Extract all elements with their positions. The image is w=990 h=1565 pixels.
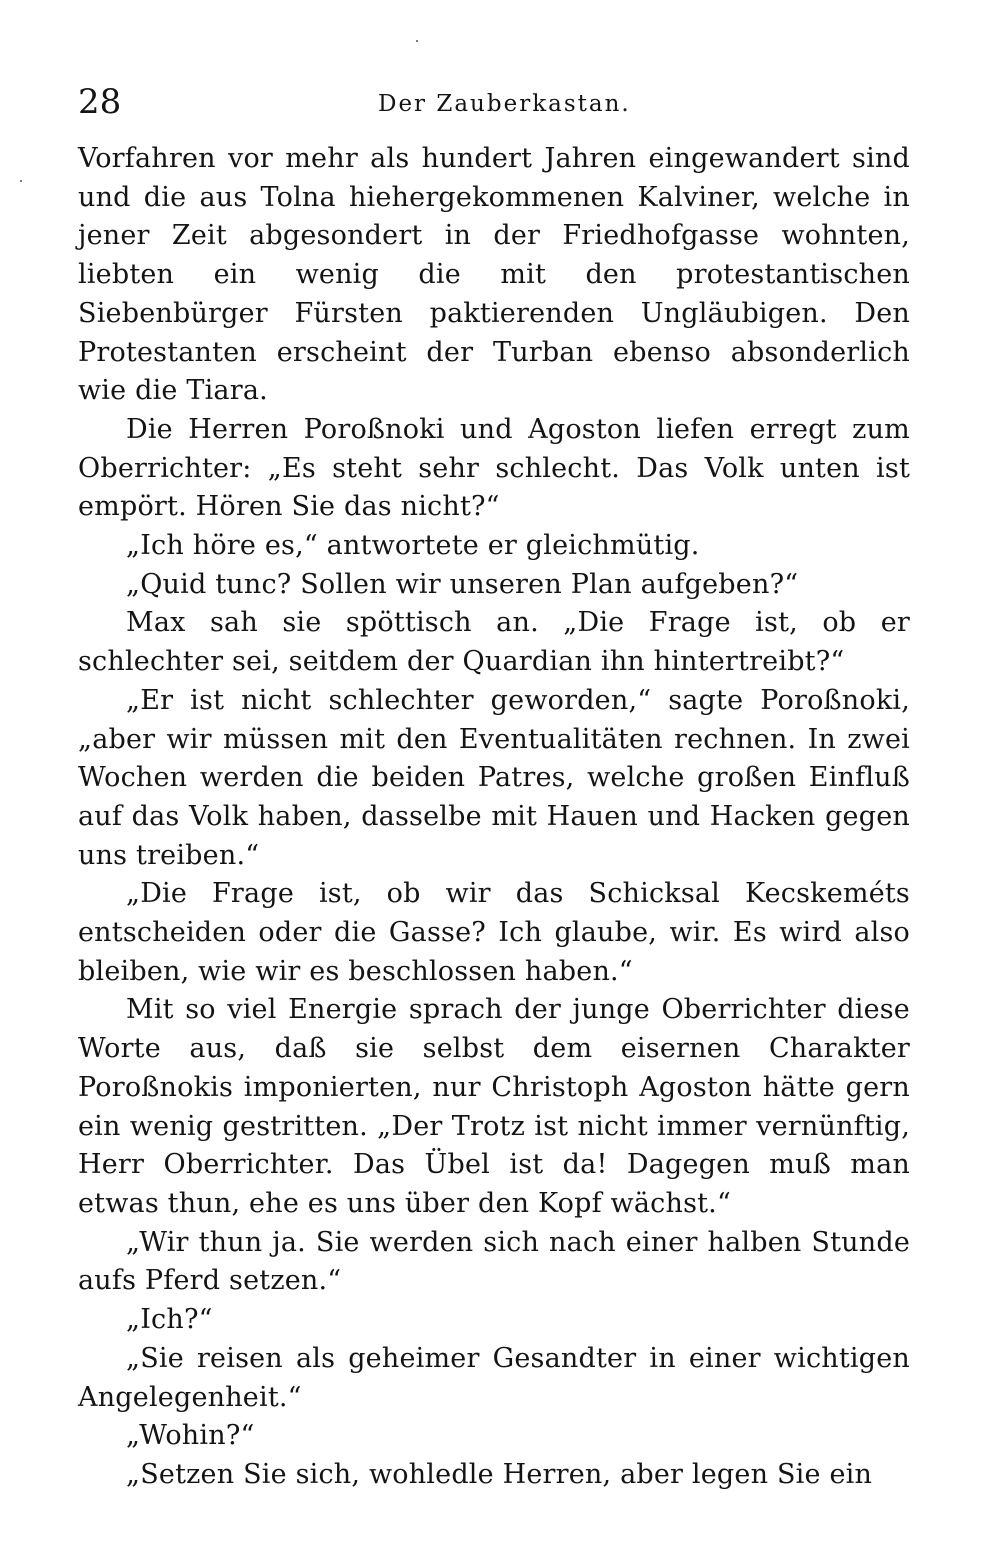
paragraph: Vorfahren vor mehr als hundert Jahren eingewandert sind und die aus Tolna hiehergekommenen Kalviner, welche in jener Zeit abgesondert in der Friedhofgasse wohnten, liebten ein wenig die mit den protestantischen Siebenbürger Fürsten paktierenden Ungläubigen. Den Protestanten erscheint der Turban ebenso absonderlich wie die Tiara. [78,143,910,407]
paragraph: „Ich?“ [126,1304,213,1336]
speck-mark [416,40,418,42]
page-number: 28 [78,82,122,122]
body-text [78,140,910,1495]
paragraph: Max sah sie spöttisch an. „Die Frage ist, ob er schlechter sei, seitdem der Quardian ihn hintertreibt?“ [78,607,910,678]
paragraph: „Wohin?“ [126,1420,255,1452]
paragraph: „Quid tunc? Sollen wir unseren Plan aufgeben?“ [126,568,799,600]
paragraph: „Die Frage ist, ob wir das Schicksal Kecskeméts entscheiden oder die Gasse? Ich glaube, wir. Es wird also bleiben, wie wir es beschlossen haben.“ [78,878,910,987]
paragraph: „Er ist nicht schlechter geworden,“ sagte Poroßnoki, „aber wir müssen mit den Eventualitäten rechnen. In zwei Wochen werden die beiden Patres, welche großen Einfluß auf das Volk haben, dasselbe mit Hauen und Hacken gegen uns treiben.“ [78,684,910,871]
paragraph: „Setzen Sie sich, wohledle Herren, aber legen Sie ein [126,1458,873,1490]
paragraph: Die Herren Poroßnoki und Agoston liefen erregt zum Oberrichter: „Es steht sehr schlecht. Das Volk unten ist empört. Hören Sie das nicht?“ [78,413,910,523]
paragraph: Mit so viel Energie sprach der junge Oberrichter diese Worte aus, daß sie selbst dem eisernen Charakter Poroßnokis imponierten, nur Christoph Agoston hätte gern ein wenig gestritten. „Der Trotz ist nicht immer vernünftig, Herr Oberrichter. Das Übel ist da! Dagegen muß man etwas thun, ehe es uns über den Kopf wächst.“ [78,994,910,1219]
paragraph: „Sie reisen als geheimer Gesandter in einer wichtigen Angelegenheit.“ [78,1342,910,1413]
paragraph: „Ich höre es,“ antwortete er gleichmütig. [126,530,700,562]
page-header [78,80,910,124]
paragraph: „Wir thun ja. Sie werden sich nach einer halben Stunde aufs Pferd setzen.“ [78,1226,910,1297]
running-title: Der Zauberkastan. [378,91,631,117]
speck-mark [20,180,22,182]
